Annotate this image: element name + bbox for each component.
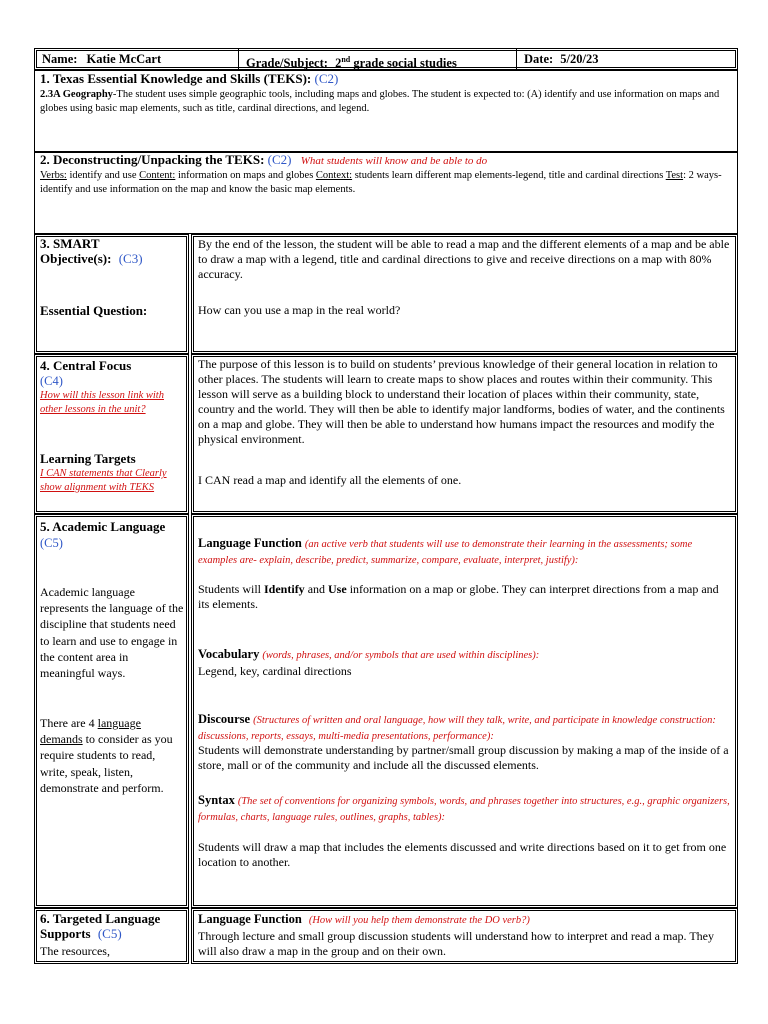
lf-note: (an active verb that students will use to demonstrate their learning in the assessments; some examples are- explain, describe, predict, summarize, compare, evaluate, interpret, justify): — [198, 539, 693, 566]
lf-label: Language Function — [198, 536, 302, 550]
lf-text: Students will Identify and Use information on a map or globe. They can interpret directions from a map and its elements. — [198, 582, 719, 611]
lf-block — [198, 536, 732, 567]
header-divider-2 — [516, 48, 517, 70]
section-6-lf-label: Language Function — [198, 912, 302, 926]
name-value: Katie McCart — [86, 52, 162, 66]
section-1-teks — [40, 88, 734, 115]
essential-question-label: Essential Question: — [40, 303, 148, 318]
academic-language-desc: Academic language represents the language of the discipline that students need to learn and use to engage in the content area in meaningful ways. — [40, 585, 184, 681]
section-1-title: 1. Texas Essential Knowledge and Skills (TEKS): (C2) — [40, 71, 339, 86]
learning-target: I CAN read a map and identify all the elements of one. — [198, 473, 462, 487]
discourse-label: Discourse — [198, 712, 251, 726]
discourse-text: Students will demonstrate understanding by partner/small group discussion by making a map of the inside of a store, mall or of the community and include all the discussed elements. — [198, 743, 729, 772]
section-2-code: (C2) — [267, 152, 292, 167]
teks-text: -The student uses simple geographic tools, including maps and globes. The student is expected to: (A) identify and use information on maps and globes using basic map elements, such as title, cardinal directions, and legend. — [40, 89, 720, 114]
smart-objective: By the end of the lesson, the student will be able to read a map and the different elements of a map and be able to draw a map with a legend, title and cardinal directions to give and receive directions on a map with 80% accuracy. — [198, 237, 730, 281]
syntax-text: Students will draw a map that includes the elements discussed and write directions based on it to get from one location to another. — [198, 840, 727, 869]
grade-prefix: 2 — [335, 56, 342, 71]
date-value: 5/20/23 — [560, 52, 599, 66]
learning-targets-label: Learning Targets — [40, 451, 136, 466]
section-6-resources: The resources, — [40, 944, 110, 958]
content-label: Content: — [139, 170, 176, 181]
header-divider-1 — [238, 48, 239, 70]
test-label: Test — [665, 170, 684, 181]
context-label: Context: — [315, 170, 353, 181]
teks-label: 2.3A Geography — [40, 89, 113, 100]
grade-field — [246, 52, 457, 71]
discourse-block — [198, 712, 732, 743]
section-4-note: How will this lesson link with other lessons in the unit? — [40, 390, 164, 415]
syntax-label: Syntax — [198, 793, 235, 807]
section-2-title: 2. Deconstructing/Unpacking the TEKS: (C2) What students will know and be able to do — [40, 152, 488, 167]
name-label: Name: — [42, 52, 78, 66]
grade-sup: nd — [341, 55, 351, 64]
section-6-title: 6. Targeted Language Supports (C5) — [40, 911, 161, 941]
vocab-note: (words, phrases, and/or symbols that are used within disciplines): — [262, 650, 540, 661]
section-1-code: (C2) — [314, 71, 339, 86]
date-field — [524, 52, 598, 67]
section-6-lf-text: Through lecture and small group discussion students will understand how to interpret and read a map. They will also draw a map in the group and on their own. — [198, 929, 714, 958]
discourse-note: (Structures of written and oral language, how will they talk, write, and participate in knowledge construction: discussions, reports, essays, multi-media presentations, performance): — [198, 715, 716, 742]
section-5-title: 5. Academic Language — [40, 519, 166, 534]
section-3-title: 3. SMART Objective(s): (C3) — [40, 236, 143, 266]
section-4-title: 4. Central Focus — [40, 358, 132, 373]
learning-targets-note: I CAN statements that Clearly show alignment with TEKS — [40, 468, 167, 493]
grade-suffix: grade social studies — [353, 56, 457, 71]
section-6-code: (C5) — [97, 926, 122, 941]
section-3-code: (C3) — [118, 251, 143, 266]
central-focus: The purpose of this lesson is to build on students’ previous knowledge of their general location in relation to other places. The students will learn to create maps to show places and routes within their community. This lesson will serve as a building block to understand their location of places within their community, state, country and the world. They will then be able to identify major landforms, bodies of water, and the continents on a map and globe. They will then be able to understand how humans impact the resources and modify the physical environment. — [198, 357, 725, 446]
date-label: Date: — [524, 52, 554, 66]
verbs-label: Verbs: — [40, 170, 67, 181]
vocab-block — [198, 647, 732, 663]
vocab-text: Legend, key, cardinal directions — [198, 664, 352, 678]
section-6-lf-block — [198, 912, 732, 928]
section-5-code: (C5) — [40, 536, 63, 550]
section-4-code: (C4) — [40, 374, 63, 388]
section-5-left — [34, 514, 189, 908]
section-6-lf-note: (How will you help them demonstrate the DO verb?) — [308, 915, 530, 926]
section-2-body: Verbs: identify and use Content: information on maps and globes Context: students learn different map elements-legend, title and cardinal directions Test: 2 ways-identify and use information on the map and know the basic map elements. — [40, 170, 722, 195]
essential-question: How can you use a map in the real world? — [198, 303, 401, 317]
section-2-note: What students will know and be able to do — [300, 155, 488, 167]
grade-label: Grade/Subject: — [246, 56, 328, 71]
syntax-note: (The set of conventions for organizing symbols, words, and phrases together into structures, e.g., graphic organizers, formulas, charts, language rules, outlines, graphs, tables): — [198, 796, 730, 823]
language-demands: There are 4 language demands to consider as you require students to read, write, speak, listen, demonstrate and perform. — [40, 716, 173, 795]
name-field — [42, 52, 161, 67]
syntax-block — [198, 793, 732, 824]
vocab-label: Vocabulary — [198, 647, 260, 661]
